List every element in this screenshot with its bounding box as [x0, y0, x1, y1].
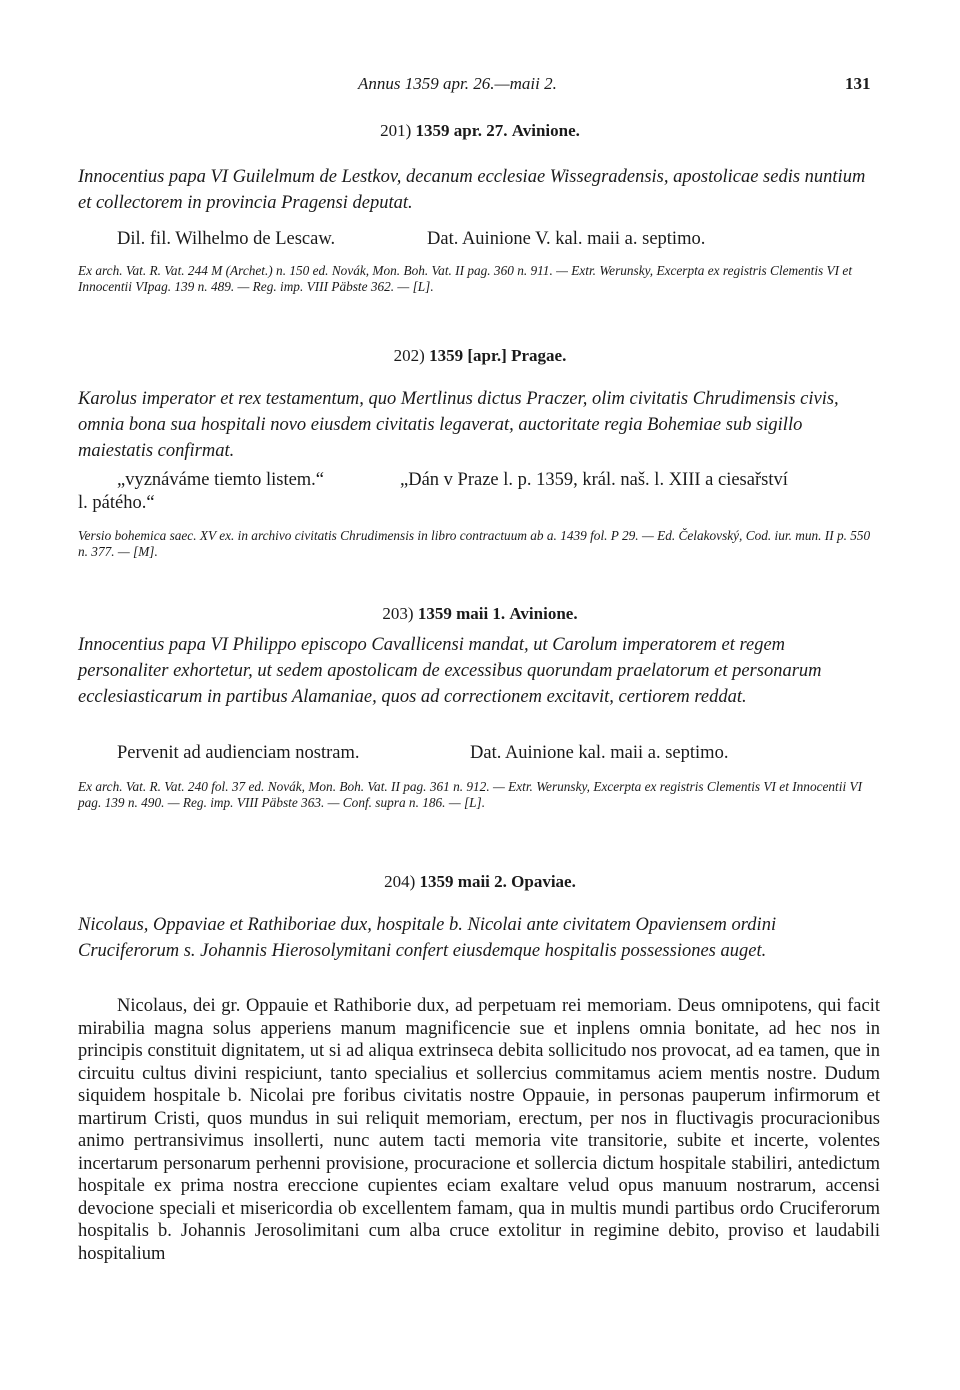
entry-number: 203) [382, 604, 414, 623]
charter-text: Nicolaus, dei gr. Oppauie et Rathiborie dux, ad perpetuam rei memoriam. Deus omnipotens, qui facit mirabilia magna solus apperiens manum magnificencie sue et inplens omnia bonitate, ad hec nos in principis constituit dignitatem, ut si ad aliqua extrinseca debita sollicitudo nos provocat, ad ea tamen, que in circuitu cultus divini respiciunt, tanto specialius et sollercius commitamus aciem mentis nostre. Dudum siquidem hospitale b. Nicolai pre foribus civitatis nostre Oppauie, in personas pauperum infirmorum et martirum Cristi, quos mundus in sui reliquit memoriam, erectum, per nos in fluctivagis procuracionibus animo pertransivimus insollerti, nunc autem tacti memoria vite transitorie, subite et incerte, volentes incertarum personarum perhenni provisione, procuracione et sollercia dictum hospitale stabiliri, antedictum hospitale ex prima nostra ereccione cupientes eciam exaltare velud opus manuum nostrarum, accensi devocione speciali et misericordia ob excellentem famam, qua in multis mundi partibus ordo Cruciferorum hospitalis b. Johannis Jerosolimitani cum alba cruce extolitur in regimine debito, proviso et laudabili hospitalium [78, 996, 880, 1264]
entry-number: 201) [380, 121, 412, 140]
entry-summary: Nicolaus, Oppaviae et Rathiboriae dux, hospitale b. Nicolai ante civitatem Opaviensem ordini Cruciferorum s. Johannis Hierosolymitani confert eiusdemque hospitalis possessiones auget. [78, 915, 777, 961]
entry-summary: Innocentius papa VI Guilelmum de Lestkov, decanum ecclesiae Wissegradensis, apostolicae sedis nuntium et collectorem in provincia Pragensi deputat. [78, 167, 866, 213]
source-note: Ex arch. Vat. R. Vat. 244 M (Archet.) n. 150 ed. Novák, Mon. Boh. Vat. II pag. 360 n. 911. — Extr. Werunsky, Excerpta ex registris Clementis VI et Innocentii VIpag. 139 n. 489. — Reg. imp. VIII Päbste 362. — [L]. [78, 263, 853, 294]
entry-date: 1359 apr. 27. [415, 121, 508, 140]
running-title: Annus 1359 apr. 26.—maii 2. [358, 74, 557, 93]
source-note: Versio bohemica saec. XV ex. in archivo civitatis Chrudimensis in libro contractuum ab a. 1439 fol. P 29. — Ed. Čelakovský, Cod. iur. mun. II p. 550 n. 377. — [M]. [78, 528, 871, 559]
entry-number: 202) [393, 346, 425, 365]
dating-clause-cont: l. pátého.“ [78, 493, 155, 513]
entry-place: Avinione. [511, 121, 580, 140]
entry-heading [0, 872, 960, 892]
incipit: Dil. fil. Wilhelmo de Lescaw. [117, 229, 336, 249]
entry-place: Pragae. [511, 346, 567, 365]
entry-date: 1359 [apr.] [429, 346, 507, 365]
page-number: 131 [845, 74, 871, 93]
dating-clause: Dat. Auinione kal. maii a. septimo. [470, 743, 729, 763]
dating-clause: Dat. Auinione V. kal. maii a. septimo. [427, 229, 706, 249]
entry-heading [0, 121, 960, 141]
entry-heading [0, 346, 960, 366]
entry-place: Opaviae. [511, 872, 576, 891]
entry-date: 1359 maii 2. [419, 872, 507, 891]
source-note: Ex arch. Vat. R. Vat. 240 fol. 37 ed. Novák, Mon. Boh. Vat. II pag. 361 n. 912. — Extr. Werunsky, Excerpta ex registris Clementis VI et Innocentii VI pag. 139 n. 490. — Reg. imp. VIII Päbste 363. — Conf. supra n. 186. — [L]. [78, 779, 863, 810]
incipit: „vyznáváme tiemto listem.“ [117, 470, 325, 490]
entry-date: 1359 maii 1. [417, 604, 506, 623]
incipit: Pervenit ad audienciam nostram. [117, 743, 360, 763]
entry-summary: Innocentius papa VI Philippo episcopo Cavallicensi mandat, ut Carolum imperatorem et regem personaliter exhortetur, ut sedem apostolicam de excessibus quorundam praelatorum et personarum ecclesiasticarum in partibus Alamaniae, quos ad correctionem excitavit, certiorem reddat. [78, 635, 822, 707]
entry-summary: Karolus imperator et rex testamentum, quo Mertlinus dictus Praczer, olim civitatis Chrudimensis civis, omnia bona sua hospitali novo eiusdem civitatis legaverat, auctoritate regia Bohemiae sub sigillo maiestatis confirmat. [78, 389, 839, 461]
entry-place: Avinione. [509, 604, 578, 623]
entry-number: 204) [384, 872, 416, 891]
dating-clause: „Dán v Praze l. p. 1359, král. naš. l. XIII a ciesařství [400, 470, 788, 490]
entry-heading [0, 604, 960, 624]
